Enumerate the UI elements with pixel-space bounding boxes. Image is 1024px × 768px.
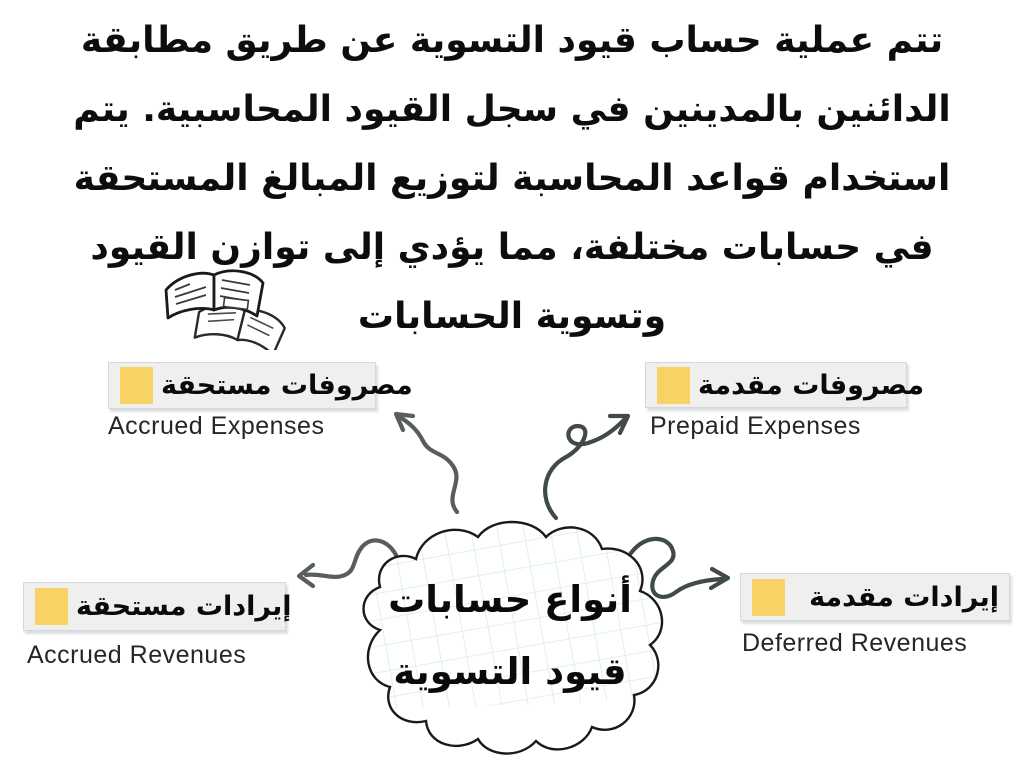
yellow-square-icon bbox=[35, 588, 68, 625]
node-english-label: Deferred Revenues bbox=[742, 629, 968, 657]
node-english-label: Accrued Revenues bbox=[27, 641, 247, 669]
node-arabic-label: مصروفات مقدمة bbox=[698, 369, 925, 401]
node-english-label: Accrued Expenses bbox=[108, 412, 325, 440]
node-accrued-revenues bbox=[23, 582, 292, 631]
open-books-icon bbox=[156, 262, 296, 350]
intro-line: تتم عملية حساب قيود التسوية عن طريق مطابقة bbox=[80, 20, 944, 61]
node-deferred-revenues bbox=[740, 573, 1010, 621]
yellow-square-icon bbox=[120, 367, 153, 404]
arrow-to-accrued-expenses bbox=[396, 414, 457, 512]
yellow-square-icon bbox=[752, 579, 785, 616]
node-prepaid-expenses bbox=[645, 362, 925, 408]
yellow-square-icon bbox=[657, 367, 690, 404]
node-accrued-expenses bbox=[108, 362, 413, 409]
intro-line: استخدام قواعد المحاسبة لتوزيع المبالغ المستحقة bbox=[73, 158, 951, 199]
node-arabic-label: مصروفات مستحقة bbox=[161, 370, 413, 401]
intro-line: في حسابات مختلفة، مما يؤدي إلى توازن القيود bbox=[90, 227, 934, 268]
cloud-shape bbox=[340, 515, 680, 765]
cloud-title-line1: أنواع حسابات bbox=[388, 578, 632, 621]
node-english-label: Prepaid Expenses bbox=[650, 412, 861, 440]
node-arabic-label: إيرادات مقدمة bbox=[809, 581, 999, 613]
intro-line: الدائنين بالمدينين في سجل القيود المحاسبية. يتم bbox=[73, 89, 951, 130]
arrow-to-prepaid-expenses bbox=[545, 416, 628, 518]
node-arabic-label: إيرادات مستحقة bbox=[76, 591, 292, 622]
cloud-title-line2: قيود التسوية bbox=[393, 650, 627, 693]
intro-line: وتسوية الحسابات bbox=[357, 296, 667, 337]
